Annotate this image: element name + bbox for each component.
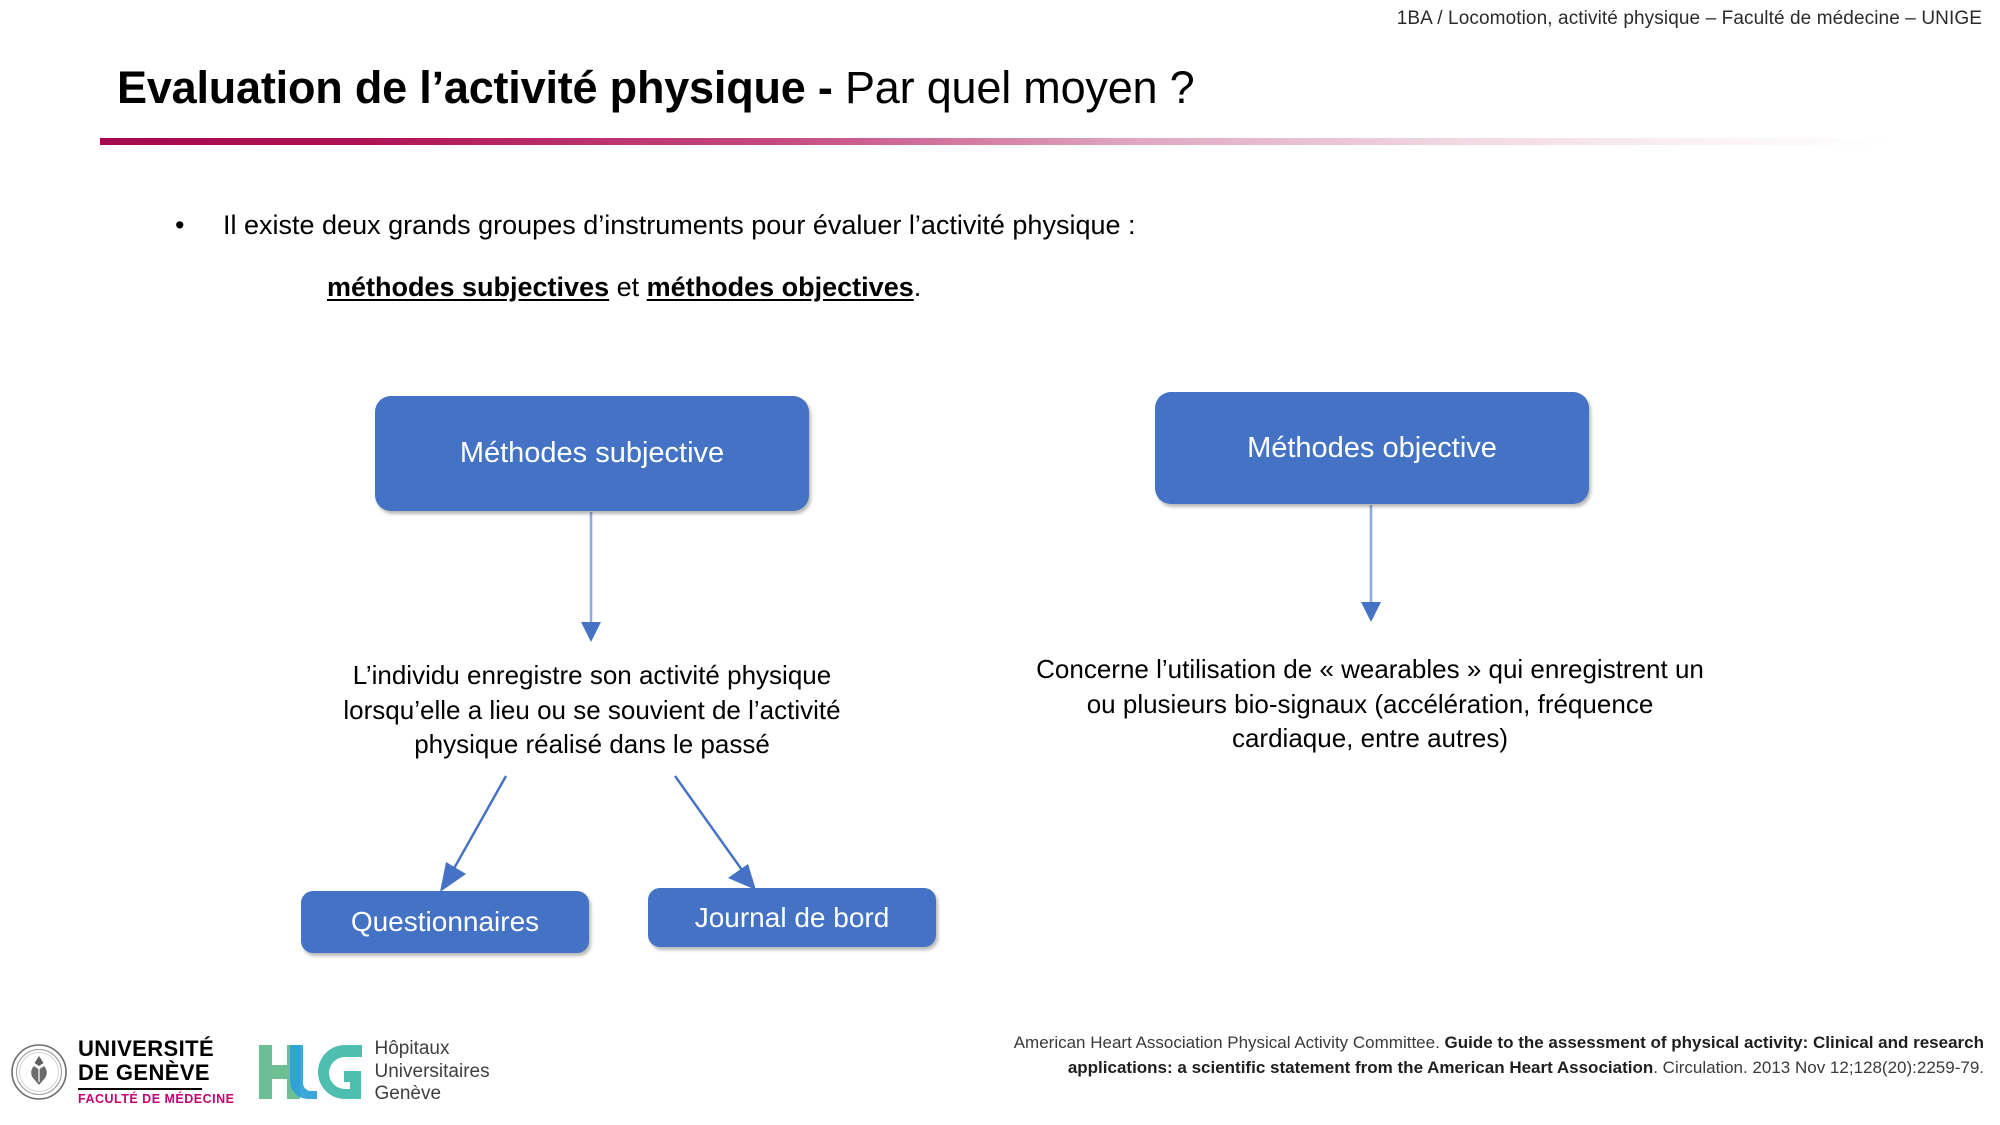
node-methodes-objective[interactable]: Méthodes objective: [1155, 392, 1589, 504]
hug-line-3: Genève: [374, 1082, 442, 1104]
methods-sub-line: [327, 272, 921, 303]
node-methodes-subjective[interactable]: Méthodes subjective: [375, 396, 809, 511]
page-title-bold: Evaluation de l’activité physique -: [117, 62, 833, 113]
unige-divider: [78, 1088, 202, 1090]
arrow-subjective-down: [581, 512, 601, 642]
source-citation: [944, 1031, 1984, 1080]
unige-logo: [10, 1038, 235, 1106]
hug-logo-text: [375, 1038, 490, 1105]
page-title-light: Par quel moyen ?: [832, 62, 1195, 113]
node-journal-de-bord[interactable]: Journal de bord: [648, 888, 936, 947]
unige-faculty-line: FACULTÉ DE MÉDECINE: [78, 1092, 235, 1106]
unige-seal-icon: [10, 1043, 68, 1101]
arrow-to-journal: [675, 776, 756, 890]
unige-logo-text: [78, 1038, 235, 1106]
sub-line-trailing: .: [913, 272, 922, 302]
citation-plain-2: . Circulation. 2013 Nov 12;128(20):2259-79.: [1653, 1057, 1984, 1077]
hug-line-2: Universitaires: [374, 1060, 490, 1082]
emphasis-objective: méthodes objectives: [646, 272, 914, 302]
slide-header-course: 1BA / Locomotion, activité physique – Faculté de médecine – UNIGE: [1396, 8, 1982, 29]
bullet-line-text: Il existe deux grands groupes d’instruments pour évaluer l’activité physique :: [223, 210, 1136, 240]
hug-mark-icon: [257, 1041, 365, 1103]
arrow-objective-down: [1361, 505, 1381, 622]
arrow-to-questionnaires: [440, 776, 506, 892]
hug-logo: [257, 1038, 490, 1105]
node-questionnaires[interactable]: Questionnaires: [301, 891, 589, 953]
description-objective: Concerne l’utilisation de « wearables » qui enregistrent un ou plusieurs bio-signaux (accélération, fréquence cardiaque, entre autres): [1036, 654, 1704, 754]
footer-logos: [10, 1038, 490, 1106]
description-subjective: L’individu enregistre son activité physique lorsqu’elle a lieu ou se souvient de l’activité physique réalisé dans le passé: [343, 660, 841, 760]
page-title: [117, 62, 1195, 114]
unige-line-2: DE GENÈVE: [78, 1060, 210, 1085]
hug-line-1: Hôpitaux: [374, 1038, 450, 1060]
bullet-marker-icon: •: [175, 210, 185, 240]
sub-line-connector: et: [609, 272, 647, 302]
unige-line-1: UNIVERSITÉ: [78, 1036, 215, 1061]
bullet-line: [175, 210, 1136, 241]
citation-article-title: Guide to the assessment of physical activity: Clinical and research applications: a scientific statement from the American Heart Association: [1067, 1033, 1984, 1077]
emphasis-subjective: méthodes subjectives: [327, 272, 610, 302]
citation-plain-1: American Heart Association Physical Activity Committee.: [1013, 1033, 1445, 1052]
title-divider-rule: [100, 138, 1890, 145]
